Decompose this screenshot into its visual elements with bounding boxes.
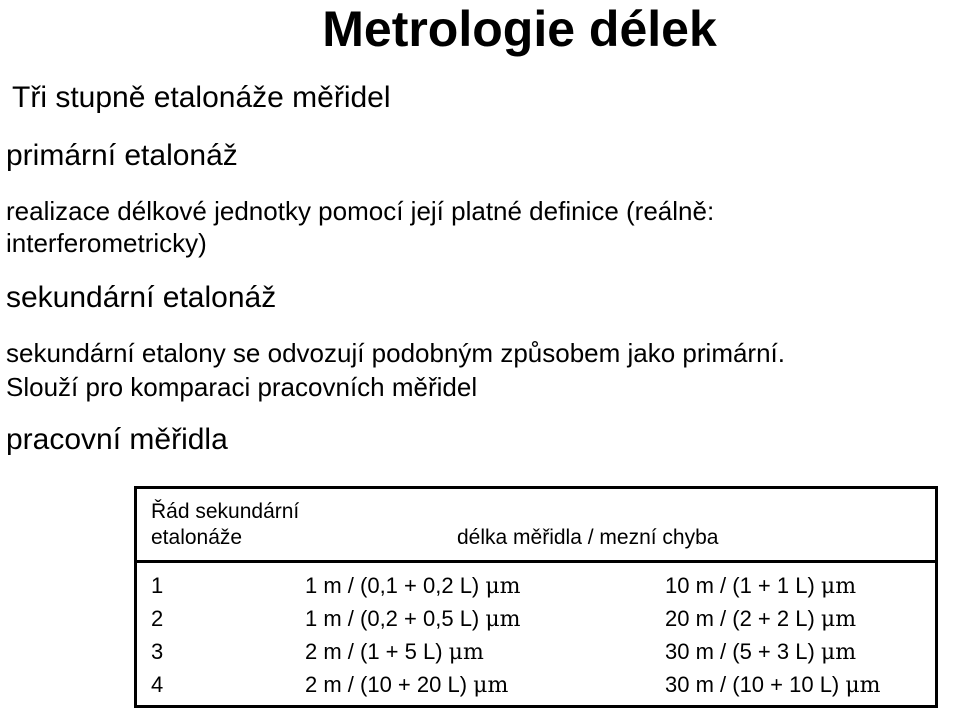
row-value-a: 2 m / (1 + 5 L) μm xyxy=(305,639,484,665)
heading-secondary: sekundární etalonáž xyxy=(6,281,277,314)
row-value-b: 10 m / (1 + 1 L) μm xyxy=(665,573,857,599)
table-row xyxy=(137,635,935,668)
row-rank: 3 xyxy=(151,639,164,664)
row-value-a: 1 m / (0,1 + 0,2 L) μm xyxy=(305,573,521,599)
table-row xyxy=(137,668,935,701)
row-rank: 1 xyxy=(151,573,164,598)
header-rank-line-1: Řád sekundární xyxy=(151,500,300,523)
heading-primary: primární etalonáž xyxy=(6,139,238,172)
row-value-b: 20 m / (2 + 2 L) μm xyxy=(665,606,857,632)
row-value-b: 30 m / (5 + 3 L) μm xyxy=(665,639,857,665)
primary-text-line-2: interferometricky) xyxy=(6,228,207,258)
header-rank xyxy=(151,499,299,551)
table-row xyxy=(137,602,935,635)
page-title: Metrologie délek xyxy=(322,1,717,57)
secondary-text-line-2: Slouží pro komparaci pracovních měřidel xyxy=(6,372,478,402)
table-row xyxy=(137,569,935,602)
row-value-a: 1 m / (0,2 + 0,5 L) μm xyxy=(305,606,521,632)
table-header xyxy=(137,489,935,563)
row-rank: 4 xyxy=(151,672,164,697)
secondary-text-line-1: sekundární etalony se odvozují podobným způsobem jako primární. xyxy=(6,338,785,368)
row-value-b: 30 m / (10 + 10 L) μm xyxy=(665,672,881,698)
row-value-a: 2 m / (10 + 20 L) μm xyxy=(305,672,509,698)
etalon-table xyxy=(134,486,938,708)
header-values: délka měřidla / mezní chyba xyxy=(457,526,719,549)
subtitle: Tři stupně etalonáže měřidel xyxy=(12,81,391,114)
header-rank-line-2: etalonáže xyxy=(151,526,243,549)
row-rank: 2 xyxy=(151,606,164,631)
heading-working: pracovní měřidla xyxy=(6,423,228,456)
primary-text-line-1: realizace délkové jednotky pomocí její platné definice (reálně: xyxy=(6,196,715,226)
